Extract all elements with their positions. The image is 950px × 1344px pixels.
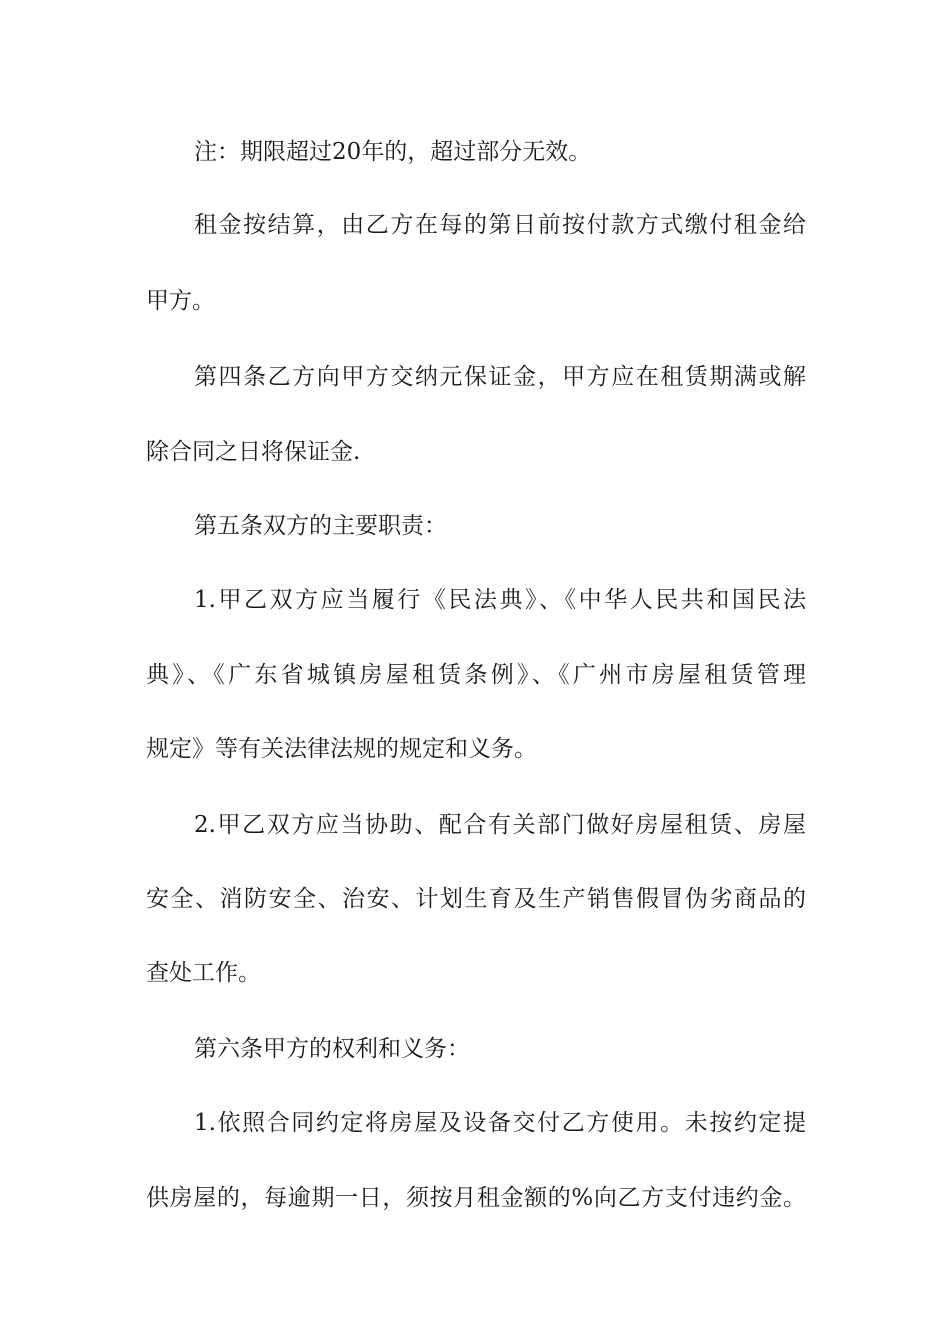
article-five-heading: 第五条双方的主要职责： <box>194 513 447 539</box>
clause-5-1-line-2: 典》、《广东省城镇房屋租赁条例》、《广州市房屋租赁管理 <box>146 662 806 688</box>
note-term-limit: 注：期限超过20年的，超过部分无效。 <box>194 139 592 165</box>
clause-6-1-line-2: 供房屋的，每逾期一日，须按月租金额的%向乙方支付违约金。 <box>146 1185 806 1211</box>
article-four-line-2: 除合同之日将保证金. <box>146 439 361 465</box>
clause-5-2-line-1: 2.甲乙双方应当协助、配合有关部门做好房屋租赁、房屋 <box>194 812 806 838</box>
clause-6-1-line-1: 1.依照合同约定将房屋及设备交付乙方使用。未按约定提 <box>194 1110 806 1136</box>
rent-payment-line-2: 甲方。 <box>146 288 215 314</box>
rent-payment-line-1: 租金按结算，由乙方在每的第日前按付款方式缴付租金给 <box>194 212 806 238</box>
clause-5-2-line-2: 安全、消防安全、治安、计划生育及生产销售假冒伪劣商品的 <box>146 886 806 912</box>
clause-5-1-line-3: 规定》等有关法律法规的规定和义务。 <box>146 736 537 762</box>
clause-5-2-line-3: 查处工作。 <box>146 960 261 986</box>
clause-5-1-line-1: 1.甲乙双方应当履行《民法典》、《中华人民共和国民法 <box>194 587 806 613</box>
article-six-heading: 第六条甲方的权利和义务： <box>194 1036 470 1062</box>
article-four-line-1: 第四条乙方向甲方交纳元保证金，甲方应在租赁期满或解 <box>194 364 806 390</box>
